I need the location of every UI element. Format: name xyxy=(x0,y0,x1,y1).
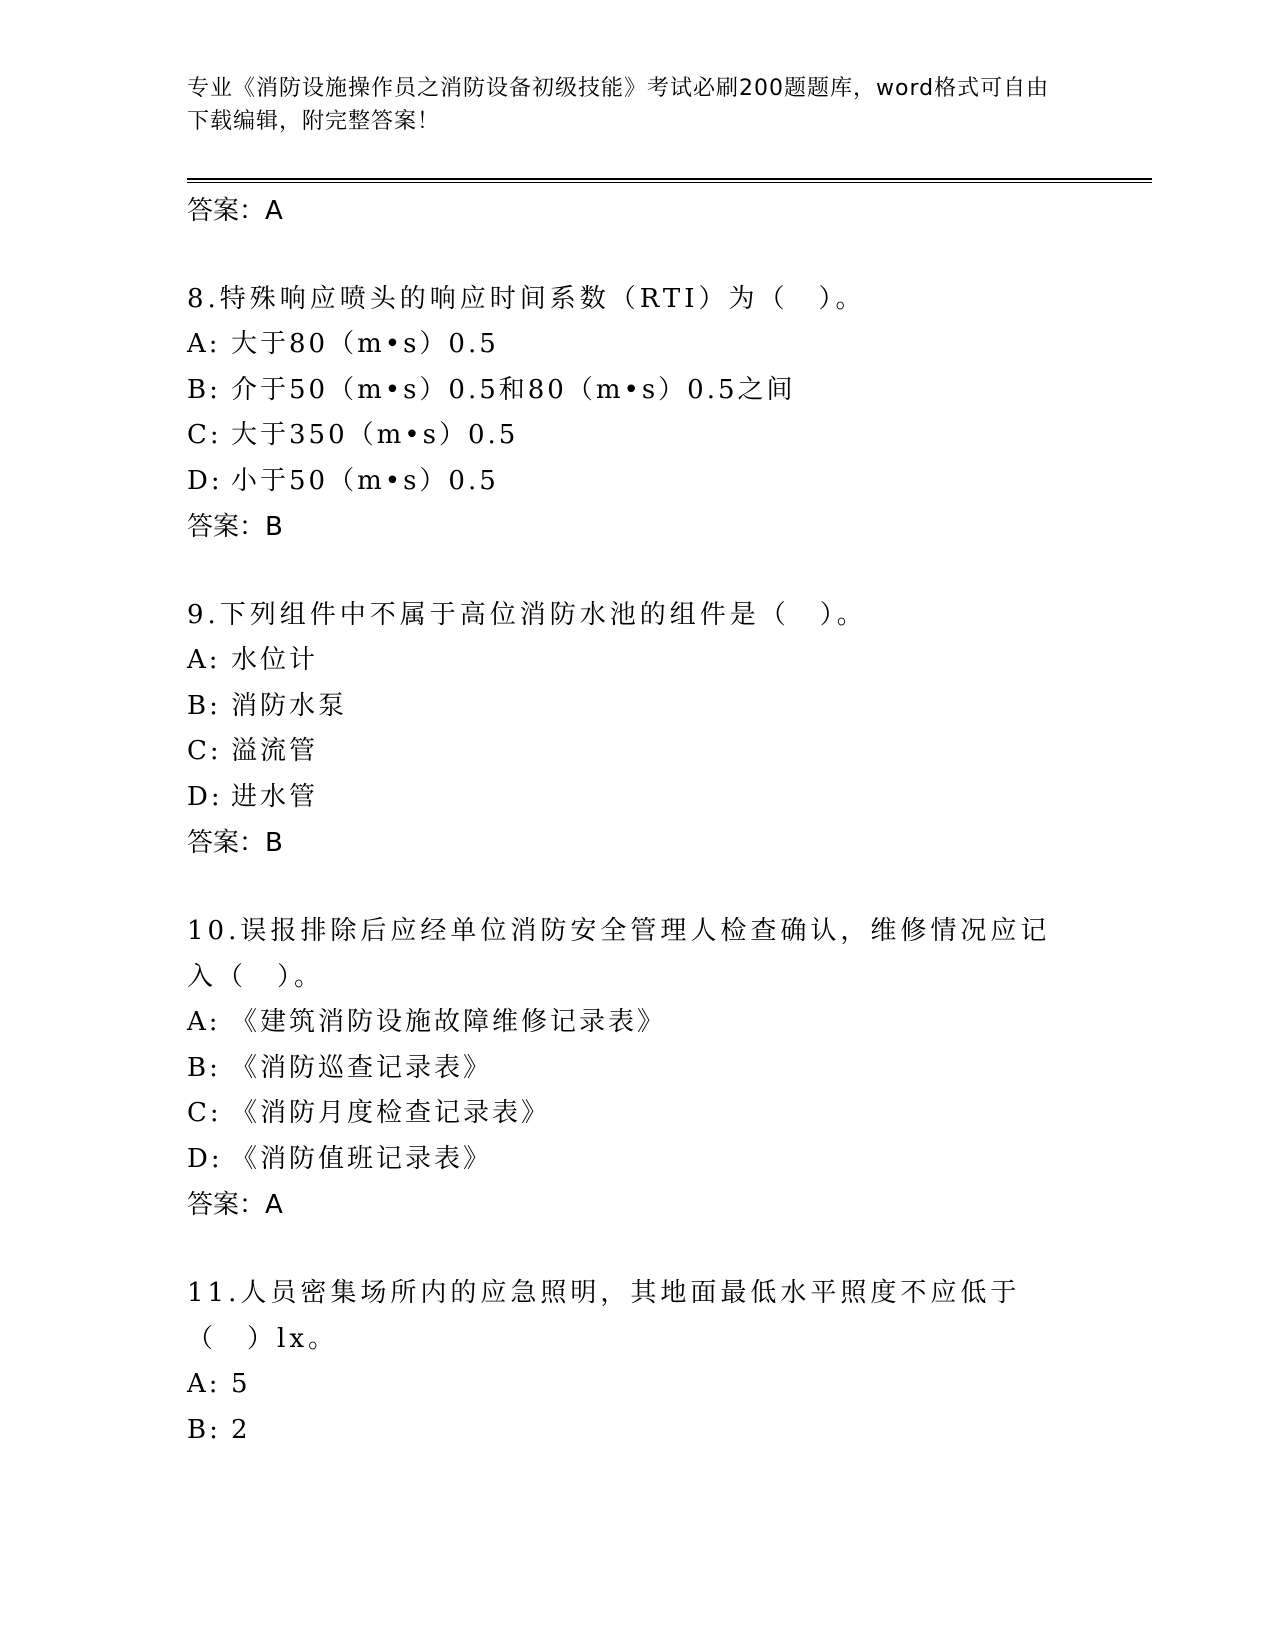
option-text: 进水管 xyxy=(231,781,319,812)
question-11 xyxy=(187,1270,1067,1453)
option-text: 大于350（m•s）0.5 xyxy=(231,420,519,450)
option-key: D: xyxy=(187,465,223,496)
option-key: A: xyxy=(187,329,221,359)
option-a xyxy=(187,638,1067,684)
question-stem: 11.人员密集场所内的应急照明，其地面最低水平照度不应低于（ ）lx。 xyxy=(187,1278,1021,1354)
option-text: 溢流管 xyxy=(231,736,319,766)
option-a xyxy=(187,322,1067,368)
question-9 xyxy=(187,592,1067,866)
question-stem: 8.特殊响应喷头的响应时间系数（RTI）为（ ）。 xyxy=(187,284,866,314)
option-b xyxy=(187,1046,1067,1092)
option-c xyxy=(187,413,1067,459)
option-text: 5 xyxy=(231,1369,251,1399)
option-b xyxy=(187,368,1067,414)
option-a xyxy=(187,1362,1067,1408)
question-8 xyxy=(187,276,1067,550)
option-key: B: xyxy=(187,1414,221,1445)
option-key: D: xyxy=(187,781,223,812)
option-d xyxy=(187,775,1067,821)
option-d xyxy=(187,1137,1067,1183)
question-10 xyxy=(187,908,1067,1228)
option-key: C: xyxy=(187,420,222,450)
header-rule xyxy=(187,178,1152,183)
option-text: 《消防值班记录表》 xyxy=(231,1143,493,1174)
option-key: B: xyxy=(187,690,221,721)
document-body xyxy=(187,188,1067,1453)
option-b xyxy=(187,684,1067,730)
option-key: B: xyxy=(187,374,221,405)
question-stem: 9.下列组件中不属于高位消防水池的组件是（ ）。 xyxy=(187,600,867,630)
option-d xyxy=(187,459,1067,505)
option-text: 《消防巡查记录表》 xyxy=(231,1052,493,1083)
page-header: 专业《消防设施操作员之消防设备初级技能》考试必刷200题题库，word格式可自由下载编辑，附完整答案！ xyxy=(187,76,1050,134)
option-a xyxy=(187,1000,1067,1046)
option-c xyxy=(187,1091,1067,1137)
option-text: 2 xyxy=(231,1414,251,1445)
option-key: A: xyxy=(187,645,221,675)
question-stem: 10.误报排除后应经单位消防安全管理人检查确认，维修情况应记入（ ）。 xyxy=(187,916,1051,992)
option-text: 小于50（m•s）0.5 xyxy=(231,465,499,496)
option-text: 大于80（m•s）0.5 xyxy=(231,329,499,359)
answer-line: 答案：B xyxy=(187,828,283,858)
answer-line: 答案：A xyxy=(187,1190,283,1220)
option-key: C: xyxy=(187,736,222,766)
option-text: 《消防月度检查记录表》 xyxy=(231,1098,551,1128)
option-text: 消防水泵 xyxy=(231,690,348,721)
answer-line: 答案：B xyxy=(187,512,283,542)
option-text: 水位计 xyxy=(231,645,319,675)
option-key: C: xyxy=(187,1098,222,1128)
option-key: B: xyxy=(187,1052,221,1083)
option-key: D: xyxy=(187,1143,223,1174)
option-b xyxy=(187,1408,1067,1454)
option-text: 《建筑消防设施故障维修记录表》 xyxy=(231,1007,667,1037)
option-text: 介于50（m•s）0.5和80（m•s）0.5之间 xyxy=(231,374,796,405)
option-key: A: xyxy=(187,1369,221,1399)
answer-line: 答案：A xyxy=(187,196,283,226)
option-key: A: xyxy=(187,1007,221,1037)
option-c xyxy=(187,729,1067,775)
